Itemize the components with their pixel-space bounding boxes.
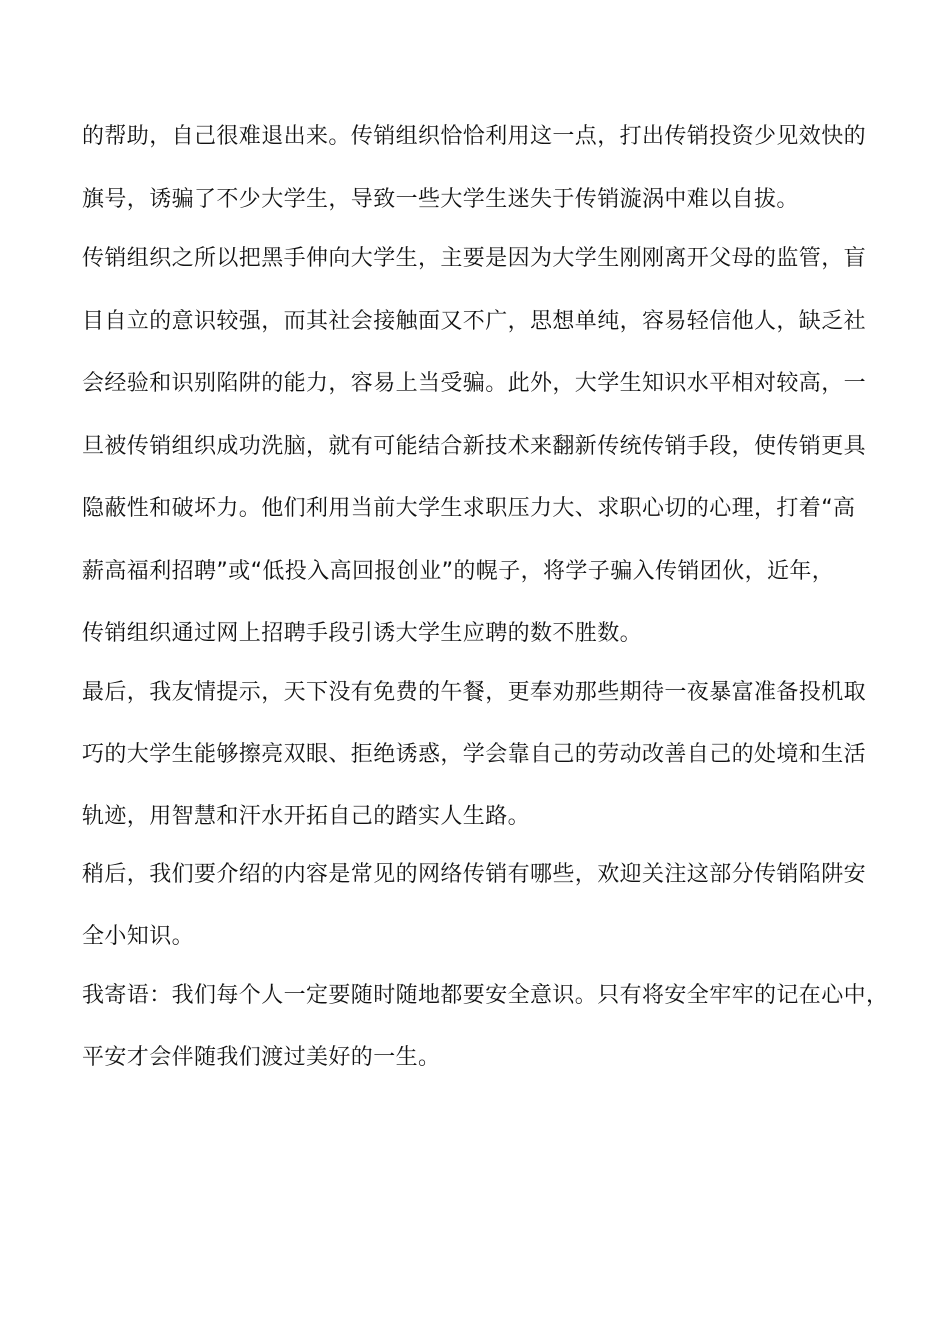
- text-line: 传销组织通过网上招聘手段引诱大学生应聘的数不胜数。: [82, 621, 643, 646]
- text-line: 的帮助，自己很难退出来。传销组织恰恰利用这一点，打出传销投资少见效快的: [82, 124, 867, 149]
- text-line: 最后，我友情提示，天下没有免费的午餐，更奉劝那些期待一夜暴富准备投机取: [82, 680, 867, 705]
- text-line: 稍后，我们要介绍的内容是常见的网络传销有哪些，欢迎关注这部分传销陷阱安: [82, 862, 867, 887]
- text-line: 旦被传销组织成功洗脑，就有可能结合新技术来翻新传统传销手段，使传销更具: [82, 434, 867, 459]
- text-line: 薪高福利招聘”或“低投入高回报创业”的幌子，将学子骗入传销团伙，近年，: [82, 559, 835, 584]
- text-line: 会经验和识别陷阱的能力，容易上当受骗。此外，大学生知识水平相对较高，一: [82, 371, 867, 396]
- text-line: 平安才会伴随我们渡过美好的一生。: [82, 1045, 441, 1070]
- text-line: 目自立的意识较强，而其社会接触面又不广，思想单纯，容易轻信他人，缺乏社: [82, 309, 867, 334]
- text-line: 轨迹，用智慧和汗水开拓自己的踏实人生路。: [82, 804, 531, 829]
- text-line: 我寄语：我们每个人一定要随时随地都要安全意识。只有将安全牢牢的记在心中，: [82, 983, 889, 1008]
- text-line: 巧的大学生能够擦亮双眼、拒绝诱惑，学会靠自己的劳动改善自己的处境和生活: [82, 742, 867, 767]
- text-line: 全小知识。: [82, 924, 195, 949]
- text-line: 隐蔽性和破坏力。他们利用当前大学生求职压力大、求职心切的心理，打着“高: [82, 496, 856, 521]
- text-line: 旗号，诱骗了不少大学生，导致一些大学生迷失于传销漩涡中难以自拔。: [82, 187, 799, 212]
- text-line: 传销组织之所以把黑手伸向大学生，主要是因为大学生刚刚离开父母的监管，盲: [82, 246, 867, 271]
